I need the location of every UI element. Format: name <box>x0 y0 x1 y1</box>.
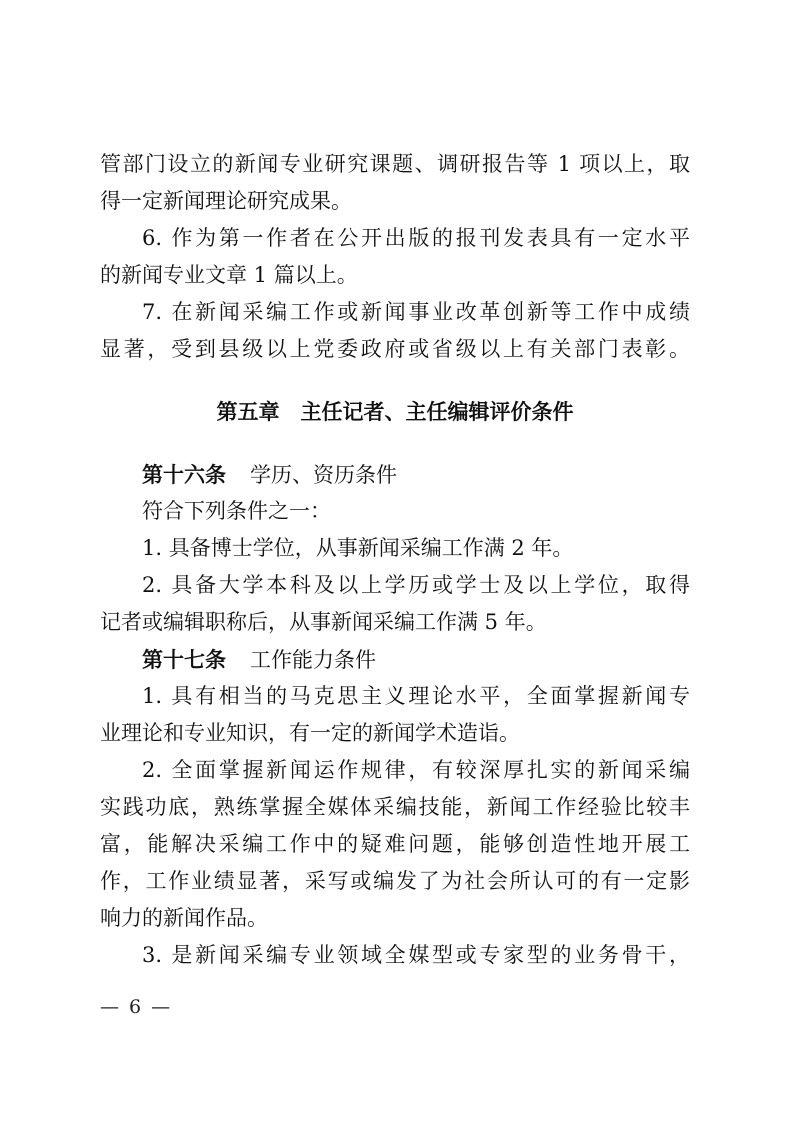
paragraph-line: 的新闻专业文章 1 篇以上。 <box>100 263 358 287</box>
article-heading <box>100 641 690 678</box>
spacer <box>100 440 690 456</box>
article-label: 第十六条 <box>142 462 226 487</box>
paragraph-line: 1. 具备博士学位，从事新闻采编工作满 2 年。 <box>142 536 574 560</box>
paragraph-line: 记者或编辑职称后，从事新闻采编工作满 5 年。 <box>100 610 547 634</box>
page-number: — 6 — <box>100 996 173 1018</box>
chapter-title: 第五章 主任记者、主任编辑评价条件 <box>216 399 574 424</box>
article-label: 第十七条 <box>142 647 226 672</box>
spacer <box>100 368 690 384</box>
document-body <box>100 146 690 974</box>
paragraph-line: 作，工作业绩显著，采写或编发了为社会所认可的有一定影 <box>100 869 690 893</box>
article-heading <box>100 456 690 493</box>
paragraph-line: 1. 具有相当的马克思主义理论水平，全面掌握新闻专 <box>142 684 690 708</box>
paragraph-line: 6. 作为第一作者在公开出版的报刊发表具有一定水平 <box>142 226 690 250</box>
paragraph-line: 管部门设立的新闻专业研究课题、调研报告等 1 项以上，取 <box>100 152 690 176</box>
paragraph-line: 符合下列条件之一： <box>142 499 331 523</box>
paragraph-line: 7. 在新闻采编工作或新闻事业改革创新等工作中成绩 <box>142 300 690 324</box>
paragraph-line: 显著，受到县级以上党委政府或省级以上有关部门表彰。 <box>100 337 690 361</box>
paragraph-line: 2. 具备大学本科及以上学历或学士及以上学位，取得 <box>142 573 690 597</box>
paragraph-line: 响力的新闻作品。 <box>100 906 268 930</box>
paragraph-line: 实践功底，熟练掌握全媒体采编技能，新闻工作经验比较丰 <box>100 795 690 819</box>
article-title: 学历、资历条件 <box>250 463 397 487</box>
paragraph-line: 2. 全面掌握新闻运作规律，有较深厚扎实的新闻采编 <box>142 758 690 782</box>
paragraph-line: 业理论和专业知识，有一定的新闻学术造诣。 <box>100 721 520 745</box>
paragraph-line: 富，能解决采编工作中的疑难问题，能够创造性地开展工 <box>100 832 690 856</box>
paragraph-line: 得一定新闻理论研究成果。 <box>100 189 352 213</box>
paragraph-line: 3. 是新闻采编专业领域全媒型或专家型的业务骨干， <box>142 943 690 967</box>
article-title: 工作能力条件 <box>250 648 376 672</box>
